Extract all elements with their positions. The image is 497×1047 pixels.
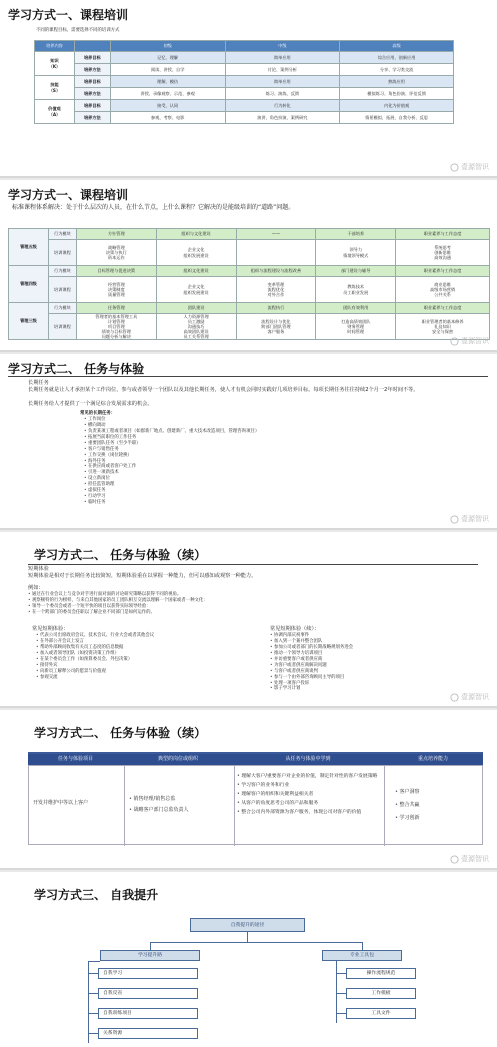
table-cell: 目标管理与促进决策 xyxy=(76,266,156,277)
table-cell: 简单应用 xyxy=(225,76,340,88)
right-node: 工具文件 xyxy=(346,1008,416,1019)
branch-node: 学习提升路 xyxy=(100,950,200,961)
slide-course-training-1 xyxy=(0,0,497,178)
table-cell: 练习、演练、反馈 xyxy=(225,88,340,100)
table-cell: 职业素养与工作态度 xyxy=(396,266,490,277)
list-item: • 影子学习计划 xyxy=(270,686,353,692)
table-cell xyxy=(236,240,316,266)
table-cell: 分享、学习类交流 xyxy=(340,64,454,76)
table-row xyxy=(9,277,490,303)
list-item: • 工作岗位 xyxy=(84,417,259,423)
list-item: • 战略客户部门总监负责人 xyxy=(129,805,189,816)
group-name: 价值观 xyxy=(48,105,61,111)
table-cell: 情景模拟、拓展、自我分析、反思 xyxy=(340,112,454,124)
row-label: 培养目标 xyxy=(74,76,110,88)
list-item: • 与客户或者供应商谈判 xyxy=(270,669,353,675)
table-row xyxy=(35,76,454,88)
example-list xyxy=(28,592,208,616)
list-item: • 通过在行业会议上与竞争对手进行面对面的讨论研究策略以获得不同的视角。 xyxy=(28,592,208,598)
brand-logo-icon xyxy=(450,515,459,524)
list-item: • 海外任务 xyxy=(84,459,259,465)
section-head: 短期体验 xyxy=(28,566,49,572)
col-header: 重点培养能力 xyxy=(417,756,448,762)
watermark: 壹源智识 xyxy=(450,336,489,346)
table-header-row xyxy=(35,41,454,52)
paragraph: 短期体验是相对于长期任务比较简短，短期体验重在以掌握一种能力，但可以感知或观察一种能力。 xyxy=(28,573,257,579)
col-header: 中级 xyxy=(225,41,340,52)
paragraph: 长期任务给人才提供了一个满足综合发展需求的机会。 xyxy=(28,401,153,407)
table-cell: 记忆、理解 xyxy=(110,52,225,64)
list-item: • 向新员工解释公司的愿景与价值观 xyxy=(36,669,226,675)
table-cell: 综合应用、创新应用 xyxy=(340,52,454,64)
list-item: • 拓展当前职位的工作任务 xyxy=(84,435,259,441)
table-row xyxy=(9,303,490,314)
group-label xyxy=(35,52,75,76)
table-cell: 人力资源管理 员工激励 沟通技巧 高效团队建设 员工关系管理 xyxy=(156,314,236,340)
list-item: • 加入到一个兼并整合团队 xyxy=(270,639,353,645)
table-cell: 组织与文化建设 xyxy=(156,229,236,240)
table-cell: 系统思考 创新思维 高效沟通 xyxy=(396,240,490,266)
list-item: • 横向调动 xyxy=(84,423,259,429)
table-cell: 内化为价值观 xyxy=(340,100,454,112)
table-cell: 领导力 情境领导模式 xyxy=(316,240,396,266)
table-header xyxy=(28,754,483,765)
slide-title: 学习方式三、 自我提升 xyxy=(34,888,159,902)
slide-task-experience-3 xyxy=(0,710,497,870)
training-method-table xyxy=(34,40,454,124)
table-cell: 讲授、录像观察、示范、参观 xyxy=(110,88,225,100)
watermark: 壹源智识 xyxy=(450,514,489,524)
row-label: 培训课程 xyxy=(48,314,76,340)
group-label xyxy=(35,100,75,124)
list-item: • 客户洞察 xyxy=(395,786,420,799)
short-experience-list xyxy=(36,633,226,681)
list-item: • 协调内部庆祝事件 xyxy=(270,633,353,639)
role-list xyxy=(129,794,189,816)
list-item: • 临时任务 xyxy=(84,500,259,506)
left-node: 关系资源 xyxy=(98,1028,198,1039)
table-row xyxy=(35,100,454,112)
table-cell: 团队建设 xyxy=(156,303,236,314)
learned-list xyxy=(237,772,383,818)
branch-node: 专业工具包 xyxy=(322,950,402,961)
list-item: • 为客户或者供应商解决问题 xyxy=(270,663,353,669)
brand-logo-icon xyxy=(450,163,459,172)
list-head: 常见的长期任务： xyxy=(80,411,116,416)
ability-list xyxy=(395,786,420,825)
row-label: 培养方法 xyxy=(74,88,110,100)
table-cell: —— xyxy=(236,229,316,240)
slide-self-improvement xyxy=(0,872,497,1047)
slide-note: 不同的课程目标，需要选择不同的培训方式 xyxy=(36,28,120,33)
right-node: 工作模板 xyxy=(346,988,416,999)
list-item: • 销售经理/销售总监 xyxy=(129,794,189,805)
brand-logo-icon xyxy=(450,693,459,702)
slide-title: 学习方式一、课程培训 xyxy=(8,188,129,202)
table-row xyxy=(9,314,490,340)
level-label: 管理四级 xyxy=(9,266,49,303)
row-label: 行为模块 xyxy=(48,229,76,240)
group-code: （S） xyxy=(48,87,61,93)
list-item: • 接待外宾 xyxy=(36,663,226,669)
table-row xyxy=(35,112,454,124)
table-cell: 商业思维 高级市场营销 公共关系 xyxy=(396,277,490,303)
slide-title: 学习方式二、 任务与体验 xyxy=(8,362,145,376)
table-cell: 变革管理 流程优化 对外合作 xyxy=(236,277,316,303)
table-body xyxy=(28,765,483,845)
table-cell: 干部培养 xyxy=(316,229,396,240)
project-cell: 开发并维护中等以上客户 xyxy=(33,800,89,806)
col-header: 初级 xyxy=(110,41,225,52)
table-cell: 演讲、角色扮演、案例研究 xyxy=(225,112,340,124)
course-system-table xyxy=(8,228,490,340)
slide-task-experience-2 xyxy=(0,532,497,708)
table-cell: 方针管理 xyxy=(76,229,156,240)
list-item: • 虚拟任务 xyxy=(84,488,259,494)
slide-title: 学习方式二、 任务与体验（续） xyxy=(34,548,207,562)
list-item: • 并访重要客户或者供应商 xyxy=(270,657,353,663)
row-label: 行为模块 xyxy=(48,266,76,277)
table-row xyxy=(35,88,454,100)
list-item: • 参加公司或者部门的长期战略规划务进会 xyxy=(270,645,353,651)
list-item: • 从客户的角度思考公司的产品和服务 xyxy=(237,799,383,808)
row-label: 培养目标 xyxy=(74,52,110,64)
section-head: 长期任务 xyxy=(28,380,49,386)
table-cell: 阅读、讲授、自学 xyxy=(110,64,225,76)
table-cell: 接受、认同 xyxy=(110,100,225,112)
left-node: 自我学习 xyxy=(98,968,198,979)
table-row xyxy=(35,52,454,64)
table-cell: 打造高绩效团队 财务管理 时间管理 xyxy=(316,314,396,340)
table-cell: 理解、模仿 xyxy=(110,76,225,88)
col-header: 从任务与体验中学到 xyxy=(285,756,331,762)
list-item: • 负责某项工程或者项目（如群新厂地点、创建新厂、重大技术改造项目，管理咨询项目） xyxy=(84,429,259,435)
group-code: （A） xyxy=(48,111,61,117)
list-item: • 工作交换（岗位轮换） xyxy=(84,453,259,459)
group-label xyxy=(35,76,75,100)
table-cell: 教练技术 员工职业发展 xyxy=(316,277,396,303)
row-label: 培养目标 xyxy=(74,100,110,112)
list-item: • 在外部公开会议上发言 xyxy=(36,639,226,645)
left-head: 常见短期体验： xyxy=(32,626,69,632)
row-label: 行为模块 xyxy=(48,303,76,314)
list-item: • 参观交流 xyxy=(36,675,226,681)
list-item: • 学习创新 xyxy=(395,812,420,825)
slide-task-experience-1 xyxy=(0,354,497,530)
list-item: • 处理一项客户投诉 xyxy=(270,681,353,687)
example-head: 例如： xyxy=(28,585,44,591)
list-item: • 客户与销售任务 xyxy=(84,447,259,453)
list-item: • 参与一个由外部咨询顾问主导的项目 xyxy=(270,675,353,681)
list-item: • 在一个跨部门的委员会任职以了解企业不同部门是如何运作的。 xyxy=(28,610,208,616)
col-header: 培养内容 xyxy=(35,41,75,52)
watermark: 壹源智识 xyxy=(450,692,489,702)
long-task-list xyxy=(84,417,259,506)
col-header: 任务与体验项目 xyxy=(57,756,93,762)
table-cell: 简单应用 xyxy=(225,52,340,64)
watermark: 壹源智识 xyxy=(450,162,489,172)
col-header: 典型的岗位或组织 xyxy=(157,756,198,762)
paragraph: 长期任务就是让人才承担某个工作岗位，参与或者领导一个团队以及其他长期任务，使人才有机会同时实践好几项培养目标。每项长期任务往往持续2个月一2年时间不等。 xyxy=(28,387,419,393)
short-experience-list-cont xyxy=(270,633,353,692)
table-cell: 讨论、案例分析 xyxy=(225,64,340,76)
row-label: 培训课程 xyxy=(48,240,76,266)
table-row xyxy=(35,64,454,76)
row-label: 培养方法 xyxy=(74,112,110,124)
row-label: 培训课程 xyxy=(48,277,76,303)
table-cell: 组织文化建设 xyxy=(156,266,236,277)
group-name: 技能 xyxy=(50,81,59,87)
list-item: • 重要团队任务（至少半职） xyxy=(84,441,259,447)
table-cell: 参观、考察、电影 xyxy=(110,112,225,124)
table-cell: 职业素养与工作态度 xyxy=(396,229,490,240)
list-item: • 在某个委员会工作（如预算委员会、外包决策） xyxy=(36,657,226,663)
col-header xyxy=(74,41,110,52)
list-item: • 理解大客户/重要客户对企业的价值，制定针对性的客户发展策略 xyxy=(237,772,383,781)
list-item: • 学习客户的业务和行业 xyxy=(237,781,383,790)
list-item: • 帮助外部顾问收集有关员工态度的信息数据 xyxy=(36,645,226,651)
right-node: 操作流程规范 xyxy=(346,968,416,979)
table-row xyxy=(9,229,490,240)
table-cell: 职业素养与工作态度 xyxy=(396,303,490,314)
table-cell: 职业管理者的基本修养 礼仪知识 安全与保密 xyxy=(396,314,490,340)
table-cell: 模拟练习、角色扮演、评估反馈 xyxy=(340,88,454,100)
list-item: • 加入或者领导团队（如投资决策工作组） xyxy=(36,651,226,657)
slide-title: 学习方式一、课程培训 xyxy=(8,8,129,22)
list-item: • 代表公司出席政府会议、技术会议、行业大会或者其他会议 xyxy=(36,633,226,639)
table-row xyxy=(9,240,490,266)
table-cell: 流程执行 xyxy=(236,303,316,314)
level-label: 管理三级 xyxy=(9,303,49,340)
table-cell: 管理者的基本管理工具 计划管理 项目管理 绩效与目标管理 问题分析与解决 xyxy=(76,314,156,340)
left-node: 自我训练项目 xyxy=(98,1008,198,1019)
list-item: • 推动一个领导力培训项目 xyxy=(270,651,353,657)
list-item: • 引进一项新技术 xyxy=(84,470,259,476)
right-head: 常见短期体验（续）： xyxy=(270,626,320,632)
col-header: 高级 xyxy=(340,41,454,52)
list-item: • 在供应商或者客户处工作 xyxy=(84,464,259,470)
table-cell: 经营管理 决策制度 质量管理 xyxy=(76,277,156,303)
left-node: 自我反省 xyxy=(98,988,198,999)
level-label: 管理五级 xyxy=(9,229,49,266)
root-node: 自我提升的途径 xyxy=(190,918,305,932)
table-cell: 行为转化 xyxy=(225,100,340,112)
watermark: 壹源智识 xyxy=(450,854,489,864)
list-item: • 观察顿特的行为榜样，与来自其他国家的员工团队相互交流以理解一个国家或者一种文化： xyxy=(28,598,208,604)
table-cell: 企业文化 组织发展建设 xyxy=(156,277,236,303)
list-item: • 整合共赢 xyxy=(395,799,420,812)
table-cell: 团队有效利用 xyxy=(316,303,396,314)
list-item: • 理解客户的组织和关键利益相关者 xyxy=(237,790,383,799)
list-item: • 领导一个委员会或者一个短平快的项目以获得实际领导经验： xyxy=(28,604,208,610)
table-cell: 战略管理 决策与执行 资本运作 xyxy=(76,240,156,266)
table-cell: 组织与流程建设与流程改善 xyxy=(236,266,316,277)
group-name: 知识 xyxy=(50,57,59,63)
table-cell: 任务管理 xyxy=(76,303,156,314)
table-row xyxy=(9,266,490,277)
list-item: • 担任监管助理 xyxy=(84,482,259,488)
slide-title: 学习方式二、 任务与体验（续） xyxy=(34,726,207,740)
list-item: • 整合公司内外部资源为客户服务，体现公司对客户的价值 xyxy=(237,808,383,817)
list-item: • 行动学习 xyxy=(84,494,259,500)
slide-intro: 标准课程体系解决：处于什么层次的人员，在什么节点，上什么课程？它解决的是能级培训的“道路”问题。 xyxy=(12,204,295,211)
row-label: 培养方法 xyxy=(74,64,110,76)
brand-logo-icon xyxy=(450,855,459,864)
table-cell: 流程设计与优化 跨部门团队管理 客户服务 xyxy=(236,314,316,340)
table-cell: 部门建设与辅导 xyxy=(316,266,396,277)
brand-logo-icon xyxy=(450,337,459,346)
group-code: （K） xyxy=(48,63,61,69)
list-item: • 设立新岗位 xyxy=(84,476,259,482)
slide-course-training-2 xyxy=(0,180,497,352)
table-cell: 企业文化 组织发展建设 xyxy=(156,240,236,266)
table-cell: 熟练应用 xyxy=(340,76,454,88)
